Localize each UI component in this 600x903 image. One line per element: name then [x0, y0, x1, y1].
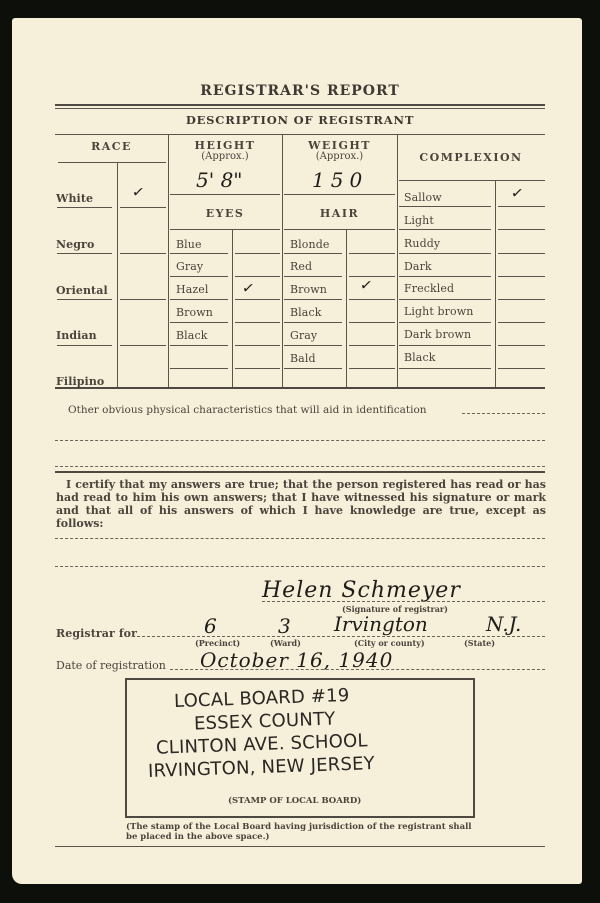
- section-title: DESCRIPTION OF REGISTRANT: [185, 113, 415, 127]
- eyes-check-rule: [235, 345, 280, 346]
- complexion-check-rule: [498, 345, 545, 346]
- race-option-white: White: [56, 192, 94, 205]
- section-rule: [55, 134, 545, 135]
- eyes-check-rule: [235, 322, 280, 323]
- hair-option-red: Red: [290, 260, 313, 273]
- complexion-header: COMPLEXION: [419, 151, 523, 164]
- complexion-check-rule: [498, 229, 545, 230]
- complexion-row-rule: [399, 299, 491, 300]
- hair-check-rule: [349, 368, 395, 369]
- weight-rule: [284, 194, 395, 195]
- complexion-row-rule: [399, 276, 491, 277]
- signature-caption: (Signature of registrar): [342, 604, 448, 614]
- complexion-row-rule: [399, 322, 491, 323]
- complexion-option-dark-brown: Dark brown: [404, 328, 472, 341]
- stamp-caption: (STAMP OF LOCAL BOARD): [228, 796, 362, 806]
- weight-value[interactable]: 150: [312, 168, 369, 192]
- eyes-row-rule: [170, 345, 228, 346]
- other-characteristics-field[interactable]: [462, 413, 545, 414]
- complexion-row-rule: [399, 368, 491, 369]
- col-divider-race: [168, 134, 169, 388]
- city-value[interactable]: Irvington: [334, 612, 428, 636]
- hair-row-rule: [284, 276, 342, 277]
- eyes-option-blue: Blue: [176, 238, 202, 251]
- eyes-header-rule: [170, 229, 280, 230]
- complexion-option-sallow: Sallow: [404, 191, 442, 204]
- race-header: RACE: [91, 140, 132, 153]
- complexion-row-rule: [399, 253, 491, 254]
- eyes-check-rule: [235, 276, 280, 277]
- race-header-rule: [58, 162, 166, 163]
- race-check-white[interactable]: ✓: [130, 182, 146, 202]
- complexion-row-rule: [399, 345, 491, 346]
- other-characteristics-field-line3[interactable]: [55, 466, 545, 467]
- race-option-indian: Indian: [56, 329, 97, 342]
- complexion-check-rule: [498, 322, 545, 323]
- eyes-option-brown: Brown: [176, 306, 213, 319]
- hair-row-rule: [284, 299, 342, 300]
- eyes-row-rule: [170, 253, 228, 254]
- weight-sub: (Approx.): [315, 151, 364, 162]
- hair-header-rule: [284, 229, 395, 230]
- hair-option-black: Black: [290, 306, 322, 319]
- hair-row-rule: [284, 322, 342, 323]
- date-of-registration-label: Date of registration: [56, 659, 166, 672]
- eyes-check-rule: [235, 299, 280, 300]
- state-value[interactable]: N.J.: [486, 612, 522, 636]
- state-caption: (State): [464, 638, 496, 648]
- complexion-check-rule: [498, 299, 545, 300]
- height-value[interactable]: 5' 8": [196, 168, 243, 192]
- race-check-divider: [117, 163, 118, 388]
- eyes-row-rule: [170, 276, 228, 277]
- city-caption: (City or county): [354, 638, 425, 648]
- complexion-row-rule: [399, 206, 491, 207]
- stamp-line-2: ESSEX COUNTY: [193, 708, 336, 735]
- precinct-value[interactable]: 6: [204, 614, 217, 638]
- race-check-rule: [120, 345, 166, 346]
- hair-check-brown[interactable]: ✓: [358, 275, 374, 295]
- hair-row-rule: [284, 345, 342, 346]
- other-characteristics-label: Other obvious physical characteristics that will aid in identification: [68, 404, 427, 416]
- hair-check-rule: [349, 253, 395, 254]
- weight-header: WEIGHT: [308, 139, 371, 152]
- col-divider-height: [282, 134, 283, 388]
- certification-rule: [55, 471, 545, 473]
- hair-row-rule: [284, 368, 342, 369]
- hair-check-divider: [346, 230, 347, 388]
- complexion-option-light-brown: Light brown: [404, 305, 474, 318]
- hair-check-rule: [349, 299, 395, 300]
- stamp-line-4: IRVINGTON, NEW JERSEY: [147, 753, 376, 782]
- title-rule-top: [55, 104, 545, 106]
- complexion-option-ruddy: Ruddy: [404, 237, 441, 250]
- complexion-check-sallow[interactable]: ✓: [509, 183, 525, 203]
- stamp-line-1: LOCAL BOARD #19: [173, 684, 350, 713]
- complexion-header-rule: [399, 180, 545, 181]
- height-header: HEIGHT: [194, 139, 256, 152]
- height-rule: [170, 194, 280, 195]
- eyes-check-divider: [232, 230, 233, 388]
- eyes-option-gray: Gray: [176, 260, 204, 273]
- registrar-for-line: [132, 636, 545, 637]
- signature-line: [262, 601, 545, 602]
- footer-rule: [55, 846, 545, 847]
- hair-header: HAIR: [319, 207, 360, 220]
- other-characteristics-field-line2[interactable]: [55, 440, 545, 441]
- hair-option-brown: Brown: [290, 283, 327, 296]
- stamp-line-3: CLINTON AVE. SCHOOL: [155, 730, 369, 759]
- race-check-rule: [120, 207, 166, 208]
- eyes-row-rule: [170, 368, 228, 369]
- complexion-row-rule: [399, 229, 491, 230]
- complexion-check-rule: [498, 206, 545, 207]
- hair-check-rule: [349, 322, 395, 323]
- complexion-check-divider: [495, 181, 496, 388]
- table-bottom-rule: [55, 387, 545, 389]
- race-row-rule: [57, 253, 112, 254]
- eyes-header: EYES: [205, 207, 245, 220]
- race-row-rule: [57, 299, 112, 300]
- complexion-check-rule: [498, 253, 545, 254]
- eyes-option-hazel: Hazel: [176, 283, 209, 296]
- complexion-check-rule: [498, 276, 545, 277]
- complexion-option-freckled: Freckled: [404, 282, 455, 295]
- hair-check-rule: [349, 345, 395, 346]
- eyes-check-hazel[interactable]: ✓: [240, 278, 256, 298]
- certification-text: I certify that my answers are true; that the person registered has read or has had read to him his own answers; that I have witnessed his signature or mark and that all of his answers of which I have knowledge are true, except as follows:: [56, 478, 546, 530]
- race-row-rule: [57, 345, 112, 346]
- hair-row-rule: [284, 253, 342, 254]
- race-row-rule: [57, 207, 112, 208]
- eyes-row-rule: [170, 299, 228, 300]
- complexion-option-dark: Dark: [404, 260, 432, 273]
- registrar-signature[interactable]: Helen Schmeyer: [262, 578, 461, 603]
- precinct-caption: (Precinct): [195, 638, 241, 648]
- race-option-negro: Negro: [56, 238, 95, 251]
- eyes-option-black: Black: [176, 329, 208, 342]
- col-divider-weight: [397, 134, 398, 388]
- eyes-check-rule: [235, 253, 280, 254]
- eyes-row-rule: [170, 322, 228, 323]
- stamp-footnote: (The stamp of the Local Board having jurisdiction of the registrant shall be placed in the above space.): [126, 822, 472, 842]
- exceptions-field-line1[interactable]: [55, 538, 545, 539]
- date-of-registration-value[interactable]: October 16, 1940: [200, 648, 394, 672]
- ward-caption: (Ward): [270, 638, 301, 648]
- hair-option-gray: Gray: [290, 329, 318, 342]
- race-check-rule: [120, 299, 166, 300]
- ward-value[interactable]: 3: [278, 614, 291, 638]
- complexion-option-black: Black: [404, 351, 436, 364]
- title-rule-bottom: [55, 108, 545, 109]
- document-title: REGISTRAR'S REPORT: [200, 83, 400, 99]
- race-option-filipino: Filipino: [56, 375, 105, 388]
- complexion-check-rule: [498, 368, 545, 369]
- race-option-oriental: Oriental: [56, 284, 108, 297]
- registrar-for-label: Registrar for: [56, 627, 137, 640]
- hair-option-bald: Bald: [290, 352, 316, 365]
- exceptions-field-line2[interactable]: [55, 566, 545, 567]
- eyes-check-rule: [235, 368, 280, 369]
- hair-option-blonde: Blonde: [290, 238, 330, 251]
- complexion-option-light: Light: [404, 214, 434, 227]
- race-check-rule: [120, 253, 166, 254]
- height-sub: (Approx.): [201, 151, 249, 162]
